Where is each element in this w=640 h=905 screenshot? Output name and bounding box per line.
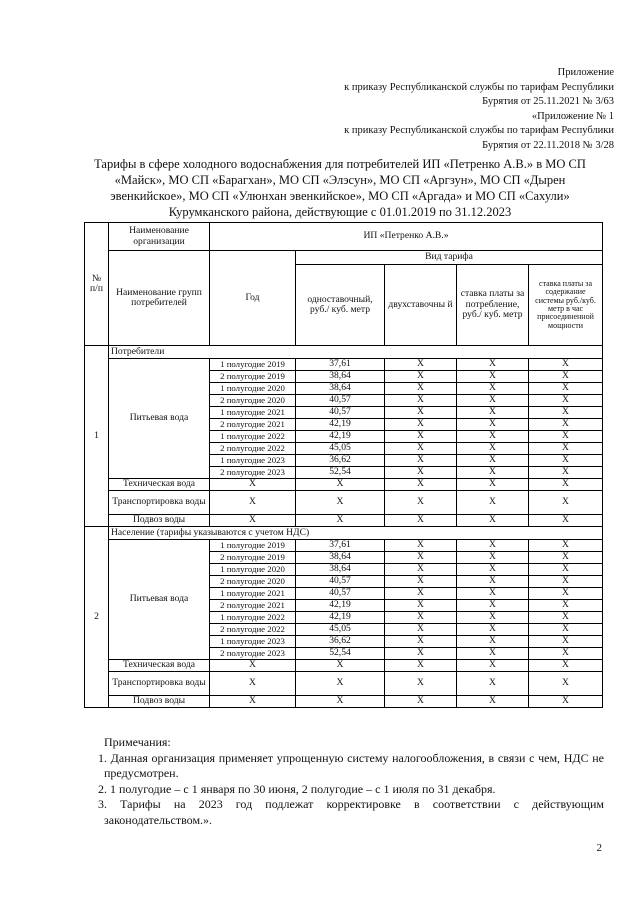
x-mark: X (296, 491, 385, 515)
x-mark: X (529, 359, 603, 371)
x-mark: X (457, 576, 529, 588)
single-rate-value: 36,62 (296, 636, 385, 648)
appendix-line: Бурятия от 22.11.2018 № 3/28 (482, 139, 614, 151)
header-col-consumption-rate: ставка платы за потребление, руб./ куб. метр (457, 265, 529, 346)
single-rate-value: 38,64 (296, 552, 385, 564)
header-col-maintenance-rate: ставка платы за содержание системы руб./куб. метр в час присоединенной мощности (529, 265, 603, 346)
x-mark: X (457, 612, 529, 624)
period-cell: 1 полугодие 2021 (210, 407, 296, 419)
single-rate-value: 37,61 (296, 359, 385, 371)
single-rate-value: 38,64 (296, 564, 385, 576)
x-mark: X (457, 479, 529, 491)
x-mark: X (529, 612, 603, 624)
x-mark: X (385, 636, 457, 648)
x-mark: X (529, 636, 603, 648)
x-mark: X (457, 383, 529, 395)
single-rate-value: 52,54 (296, 648, 385, 660)
x-mark: X (457, 600, 529, 612)
other-water-label: Техническая вода (109, 479, 210, 491)
section-title: Население (тарифы указываются с учетом НДС) (109, 527, 603, 540)
x-mark: X (457, 443, 529, 455)
x-mark: X (385, 443, 457, 455)
section-number: 2 (85, 527, 109, 708)
other-water-label: Подвоз воды (109, 515, 210, 527)
appendix-header (274, 66, 614, 153)
tariff-table-body (85, 223, 603, 708)
period-cell: 1 полугодие 2019 (210, 359, 296, 371)
x-mark: X (457, 696, 529, 708)
x-mark: X (385, 419, 457, 431)
x-mark: X (529, 660, 603, 672)
header-col-two-rate: двухставочны й (385, 265, 457, 346)
x-mark: X (457, 672, 529, 696)
x-mark: X (529, 600, 603, 612)
x-mark: X (385, 491, 457, 515)
period-cell: 2 полугодие 2019 (210, 552, 296, 564)
x-mark: X (529, 395, 603, 407)
x-mark: X (529, 431, 603, 443)
x-mark: X (210, 696, 296, 708)
notes (98, 735, 604, 828)
appendix-line: «Приложение № 1 (531, 110, 614, 122)
x-mark: X (457, 455, 529, 467)
x-mark: X (385, 648, 457, 660)
section-title: Потребители (109, 346, 603, 359)
x-mark: X (296, 696, 385, 708)
x-mark: X (385, 672, 457, 696)
notes-heading: Примечания: (104, 735, 171, 749)
other-water-label: Транспортировка воды (109, 491, 210, 515)
x-mark: X (210, 491, 296, 515)
x-mark: X (457, 467, 529, 479)
x-mark: X (529, 552, 603, 564)
x-mark: X (529, 564, 603, 576)
single-rate-value: 52,54 (296, 467, 385, 479)
x-mark: X (385, 371, 457, 383)
header-org-name: ИП «Петренко А.В.» (210, 223, 603, 251)
x-mark: X (529, 576, 603, 588)
note-item: 1. Данная организация применяет упрощенную систему налогообложения, в связи с чем, НДС не предусмотрен. (98, 750, 604, 780)
x-mark: X (457, 395, 529, 407)
x-mark: X (529, 455, 603, 467)
period-cell: 2 полугодие 2021 (210, 419, 296, 431)
x-mark: X (210, 672, 296, 696)
period-cell: 2 полугодие 2019 (210, 371, 296, 383)
period-cell: 1 полугодие 2023 (210, 455, 296, 467)
x-mark: X (529, 467, 603, 479)
period-cell: 1 полугодие 2021 (210, 588, 296, 600)
x-mark: X (385, 660, 457, 672)
x-mark: X (457, 588, 529, 600)
x-mark: X (296, 660, 385, 672)
period-cell: 2 полугодие 2020 (210, 576, 296, 588)
x-mark: X (529, 588, 603, 600)
appendix-line: Приложение (557, 67, 614, 78)
single-rate-value: 42,19 (296, 600, 385, 612)
tariff-table (84, 222, 603, 708)
x-mark: X (385, 431, 457, 443)
x-mark: X (529, 419, 603, 431)
period-cell: 1 полугодие 2020 (210, 564, 296, 576)
x-mark: X (385, 576, 457, 588)
x-mark: X (385, 467, 457, 479)
single-rate-value: 38,64 (296, 371, 385, 383)
x-mark: X (457, 660, 529, 672)
x-mark: X (457, 624, 529, 636)
single-rate-value: 40,57 (296, 576, 385, 588)
other-water-label: Подвоз воды (109, 696, 210, 708)
x-mark: X (529, 407, 603, 419)
x-mark: X (457, 515, 529, 527)
section-number: 1 (85, 346, 109, 527)
x-mark: X (385, 395, 457, 407)
x-mark: X (385, 515, 457, 527)
x-mark: X (529, 696, 603, 708)
single-rate-value: 42,19 (296, 431, 385, 443)
other-water-label: Техническая вода (109, 660, 210, 672)
single-rate-value: 42,19 (296, 419, 385, 431)
period-cell: 2 полугодие 2022 (210, 443, 296, 455)
x-mark: X (529, 383, 603, 395)
x-mark: X (210, 479, 296, 491)
period-cell: 2 полугодие 2021 (210, 600, 296, 612)
x-mark: X (385, 696, 457, 708)
title-line: Курумканского района, действующие с 01.01.2019 по 31.12.2023 (168, 205, 512, 219)
single-rate-value: 40,57 (296, 407, 385, 419)
single-rate-value: 42,19 (296, 612, 385, 624)
header-col-single-rate: одноставочный, руб./ куб. метр (296, 265, 385, 346)
x-mark: X (385, 564, 457, 576)
appendix-line: к приказу Республиканской службы по тарифам Республики (344, 125, 614, 136)
water-type-label: Питьевая вода (109, 359, 210, 479)
single-rate-value: 40,57 (296, 588, 385, 600)
header-tariff-type: Вид тарифа (296, 251, 603, 265)
single-rate-value: 40,57 (296, 395, 385, 407)
x-mark: X (529, 491, 603, 515)
x-mark: X (210, 515, 296, 527)
x-mark: X (457, 359, 529, 371)
x-mark: X (529, 540, 603, 552)
x-mark: X (529, 648, 603, 660)
water-type-label: Питьевая вода (109, 540, 210, 660)
x-mark: X (457, 648, 529, 660)
x-mark: X (529, 672, 603, 696)
single-rate-value: 37,61 (296, 540, 385, 552)
x-mark: X (529, 371, 603, 383)
page-number: 2 (596, 842, 602, 854)
x-mark: X (457, 419, 529, 431)
title-line: «Майск», МО СП «Барагхан», МО СП «Элэсун», МО СП «Аргзун», МО СП «Дырен (114, 173, 566, 187)
period-cell: 1 полугодие 2023 (210, 636, 296, 648)
x-mark: X (385, 479, 457, 491)
x-mark: X (385, 540, 457, 552)
x-mark: X (385, 624, 457, 636)
x-mark: X (457, 564, 529, 576)
single-rate-value: 38,64 (296, 383, 385, 395)
header-group-label: Наименование групп потребителей (109, 251, 210, 346)
x-mark: X (529, 515, 603, 527)
x-mark: X (529, 624, 603, 636)
title-line: Тарифы в сфере холодного водоснабжения для потребителей ИП «Петренко А.В.» в МО СП (94, 157, 586, 171)
period-cell: 1 полугодие 2019 (210, 540, 296, 552)
x-mark: X (296, 515, 385, 527)
appendix-line: к приказу Республиканской службы по тарифам Республики (344, 81, 614, 93)
header-org-label: Наименование организации (109, 223, 210, 251)
header-year-label: Год (210, 251, 296, 346)
x-mark: X (529, 479, 603, 491)
single-rate-value: 36,62 (296, 455, 385, 467)
single-rate-value: 45,05 (296, 443, 385, 455)
x-mark: X (385, 407, 457, 419)
appendix-line: Бурятия от 25.11.2021 № 3/63 (482, 96, 614, 107)
period-cell: 1 полугодие 2022 (210, 431, 296, 443)
x-mark: X (385, 588, 457, 600)
single-rate-value: 45,05 (296, 624, 385, 636)
x-mark: X (457, 371, 529, 383)
x-mark: X (385, 455, 457, 467)
x-mark: X (457, 636, 529, 648)
document-title (70, 156, 610, 220)
period-cell: 2 полугодие 2020 (210, 395, 296, 407)
period-cell: 1 полугодие 2020 (210, 383, 296, 395)
period-cell: 2 полугодие 2023 (210, 648, 296, 660)
note-item: 3. Тарифы на 2023 год подлежат корректировке в соответствии с действующим законодательством.». (98, 797, 604, 827)
x-mark: X (457, 552, 529, 564)
x-mark: X (457, 540, 529, 552)
x-mark: X (457, 491, 529, 515)
period-cell: 1 полугодие 2022 (210, 612, 296, 624)
x-mark: X (210, 660, 296, 672)
other-water-label: Транспортировка воды (109, 672, 210, 696)
x-mark: X (457, 431, 529, 443)
header-number: № п/п (85, 223, 109, 346)
period-cell: 2 полугодие 2022 (210, 624, 296, 636)
note-item: 2. 1 полугодие – с 1 января по 30 июня, 2 полугодие – с 1 июля по 31 декабря. (98, 781, 496, 796)
x-mark: X (296, 479, 385, 491)
period-cell: 2 полугодие 2023 (210, 467, 296, 479)
x-mark: X (457, 407, 529, 419)
title-line: эвенкийское», МО СП «Улюнхан эвенкийское», МО СП «Аргада» и МО СП «Сахули» (110, 189, 570, 203)
x-mark: X (385, 612, 457, 624)
x-mark: X (385, 552, 457, 564)
x-mark: X (385, 383, 457, 395)
x-mark: X (385, 600, 457, 612)
x-mark: X (529, 443, 603, 455)
x-mark: X (296, 672, 385, 696)
x-mark: X (385, 359, 457, 371)
